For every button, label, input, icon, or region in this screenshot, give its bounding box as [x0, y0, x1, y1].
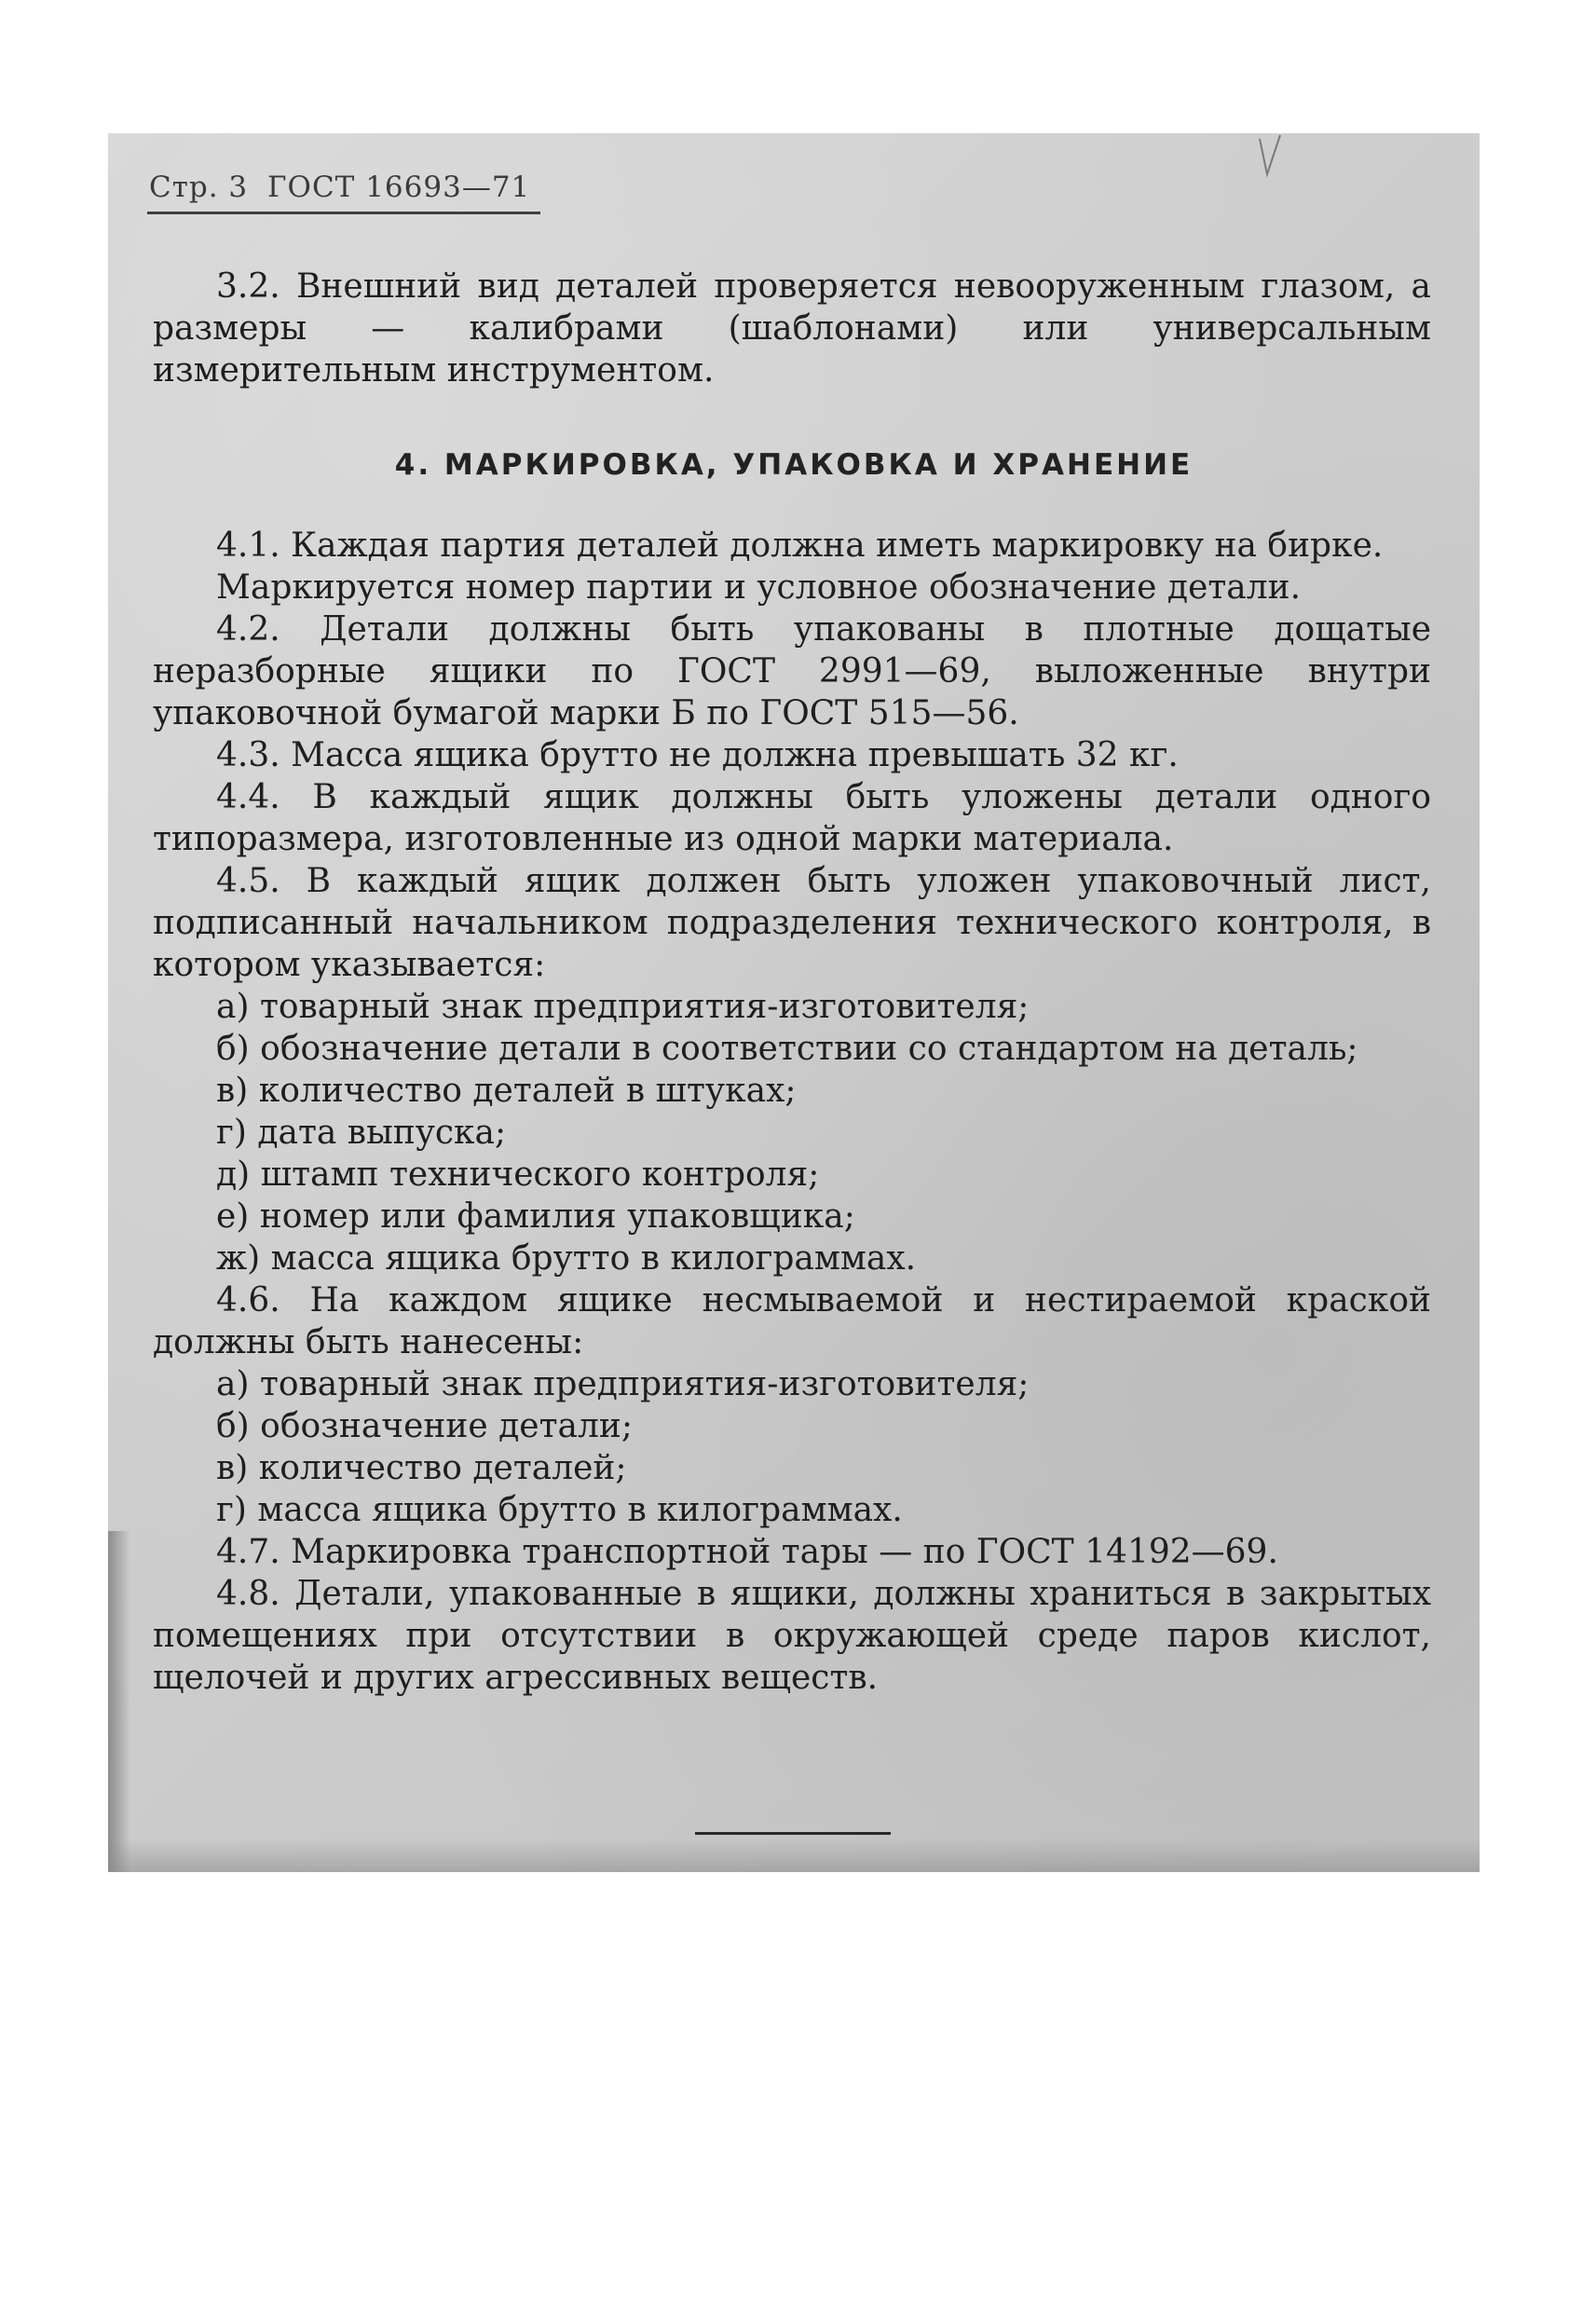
paragraph-4-6: 4.6. На каждом ящике несмываемой и нестираемой краской должны быть нанесены: [153, 1281, 1431, 1361]
scanned-page [108, 133, 1480, 1872]
paragraph-4-8: 4.8. Детали, упакованные в ящики, должны храниться в закрытых помещениях при отсутствии в окружающей среде паров кислот, щелочей и других агрессивных веществ. [153, 1575, 1431, 1697]
list-item: ж) масса ящика брутто в килограммах. [216, 1239, 917, 1278]
list-item: а) товарный знак предприятия-изготовителя; [216, 988, 1030, 1026]
list-item: г) масса ящика брутто в килограммах. [216, 1491, 903, 1529]
list-item: г) дата выпуска; [216, 1114, 507, 1152]
paragraph-4-2: 4.2. Детали должны быть упакованы в плотные дощатые неразборные ящики по ГОСТ 2991—69, выложенные внутри упаковочной бумагой марки Б по ГОСТ 515—56. [153, 610, 1431, 732]
section-4-title: 4. МАРКИРОВКА, УПАКОВКА И ХРАНЕНИЕ [394, 448, 1194, 482]
list-item: д) штамп технического контроля; [216, 1156, 820, 1194]
section-3-text [153, 266, 1431, 391]
scan-shadow-left [108, 1531, 130, 1872]
list-item: е) номер или фамилия упаковщика; [216, 1197, 855, 1236]
scan-shadow-bottom [108, 1839, 1480, 1872]
standard-number: ГОСТ 16693—71 [267, 171, 531, 204]
list-item: б) обозначение детали в соответствии со стандартом на деталь; [216, 1030, 1358, 1068]
list-item: в) количество деталей в штуках; [216, 1072, 797, 1110]
paragraph-4-1-marking: Маркируется номер партии и условное обозначение детали. [216, 568, 1302, 607]
list-item: а) товарный знак предприятия-изготовителя; [216, 1365, 1030, 1403]
paragraph-3-2: 3.2. Внешний вид деталей проверяется невооруженным глазом, а размеры — калибрами (шаблонами) или универсальным измерительным инструментом. [153, 267, 1431, 390]
list-item: в) количество деталей; [216, 1449, 627, 1487]
paragraph-4-4: 4.4. В каждый ящик должны быть уложены детали одного типоразмера, изготовленные из одной марки материала. [153, 778, 1431, 858]
page-number: Стр. 3 [149, 171, 249, 204]
header-rule [147, 212, 540, 214]
paragraph-4-1: 4.1. Каждая партия деталей должна иметь маркировку на бирке. [216, 526, 1384, 565]
list-item: б) обозначение детали; [216, 1407, 633, 1445]
end-rule [695, 1832, 891, 1835]
page-header [149, 171, 539, 204]
paragraph-4-5: 4.5. В каждый ящик должен быть уложен упаковочный лист, подписанный начальником подразделения технического контроля, в котором указывается: [153, 862, 1431, 984]
pencil-check-mark [1256, 133, 1284, 182]
paragraph-4-3: 4.3. Масса ящика брутто не должна превышать 32 кг. [216, 736, 1179, 774]
paragraph-4-7: 4.7. Маркировка транспортной тары — по ГОСТ 14192—69. [216, 1533, 1278, 1571]
section-4-text [153, 525, 1431, 1699]
